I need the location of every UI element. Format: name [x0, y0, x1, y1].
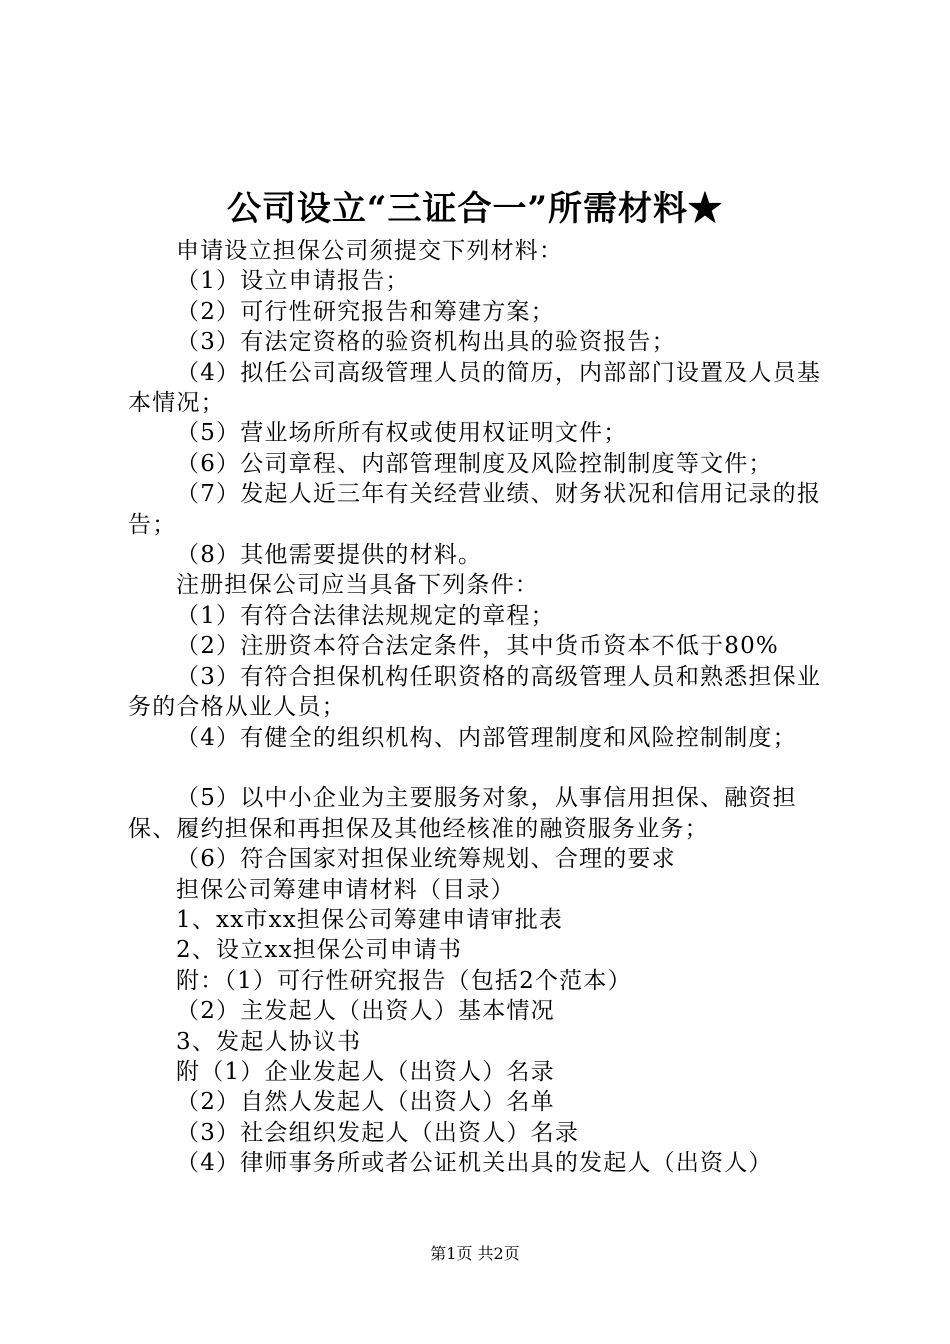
page-footer: 第1页 共2页: [430, 1244, 520, 1263]
paragraph: （7）发起人近三年有关经营业绩、财务状况和信用记录的报告；: [128, 481, 822, 538]
paragraph: （2）自然人发起人（出资人）名单: [176, 1089, 555, 1116]
paragraph: （5）以中小企业为主要服务对象，从事信用担保、融资担保、履约担保和再担保及其他经核准的融资服务业务；: [128, 785, 797, 842]
paragraph: （2）可行性研究报告和筹建方案；: [176, 298, 555, 325]
paragraph: （4）拟任公司高级管理人员的简历，内部部门设置及人员基本情况；: [128, 359, 822, 417]
paragraph: （3）社会组织发起人（出资人）名录: [176, 1119, 580, 1146]
paragraph: （8）其他需要提供的材料。: [176, 542, 483, 569]
paragraph: 2、设立xx担保公司申请书: [176, 937, 463, 964]
paragraph: （2）主发起人（出资人）基本情况: [176, 998, 555, 1025]
paragraph: （1）设立申请报告；: [176, 268, 410, 295]
document-body: [128, 236, 832, 1179]
paragraph: （6）符合国家对担保业统筹规划、合理的要求: [176, 846, 676, 873]
paragraph: （3）有符合担保机构任职资格的高级管理人员和熟悉担保业务的合格从业人员；: [128, 663, 822, 721]
paragraph: （5）营业场所所有权或使用权证明文件；: [176, 420, 628, 447]
paragraph: 附：（1）可行性研究报告（包括2个范本）: [176, 967, 632, 994]
paragraph-intro-catalog: 担保公司筹建申请材料（目录）: [176, 876, 515, 903]
paragraph: （4）律师事务所或者公证机关出具的发起人（出资人）: [176, 1150, 773, 1177]
paragraph-intro-materials: 申请设立担保公司须提交下列材料：: [176, 238, 564, 264]
paragraph: （4）有健全的组织机构、内部管理制度和风险控制制度；: [176, 724, 797, 751]
document-title: 公司设立“三证合一”所需材料★: [226, 189, 724, 229]
blank-line: [128, 753, 832, 783]
paragraph: （3）有法定资格的验资机构出具的验资报告；: [176, 329, 676, 356]
paragraph: 1、xx市xx担保公司筹建申请审批表: [176, 906, 564, 933]
paragraph-intro-conditions: 注册担保公司应当具备下列条件：: [176, 572, 539, 599]
paragraph: 附（1）企业发起人（出资人）名录: [176, 1058, 555, 1085]
paragraph: （6）公司章程、内部管理制度及风险控制制度等文件；: [176, 450, 773, 477]
paragraph: 3、发起人协议书: [176, 1028, 362, 1055]
paragraph: （1）有符合法律法规规定的章程；: [176, 602, 555, 629]
paragraph: （2）注册资本符合法定条件，其中货币资本不低于80%: [176, 633, 779, 660]
